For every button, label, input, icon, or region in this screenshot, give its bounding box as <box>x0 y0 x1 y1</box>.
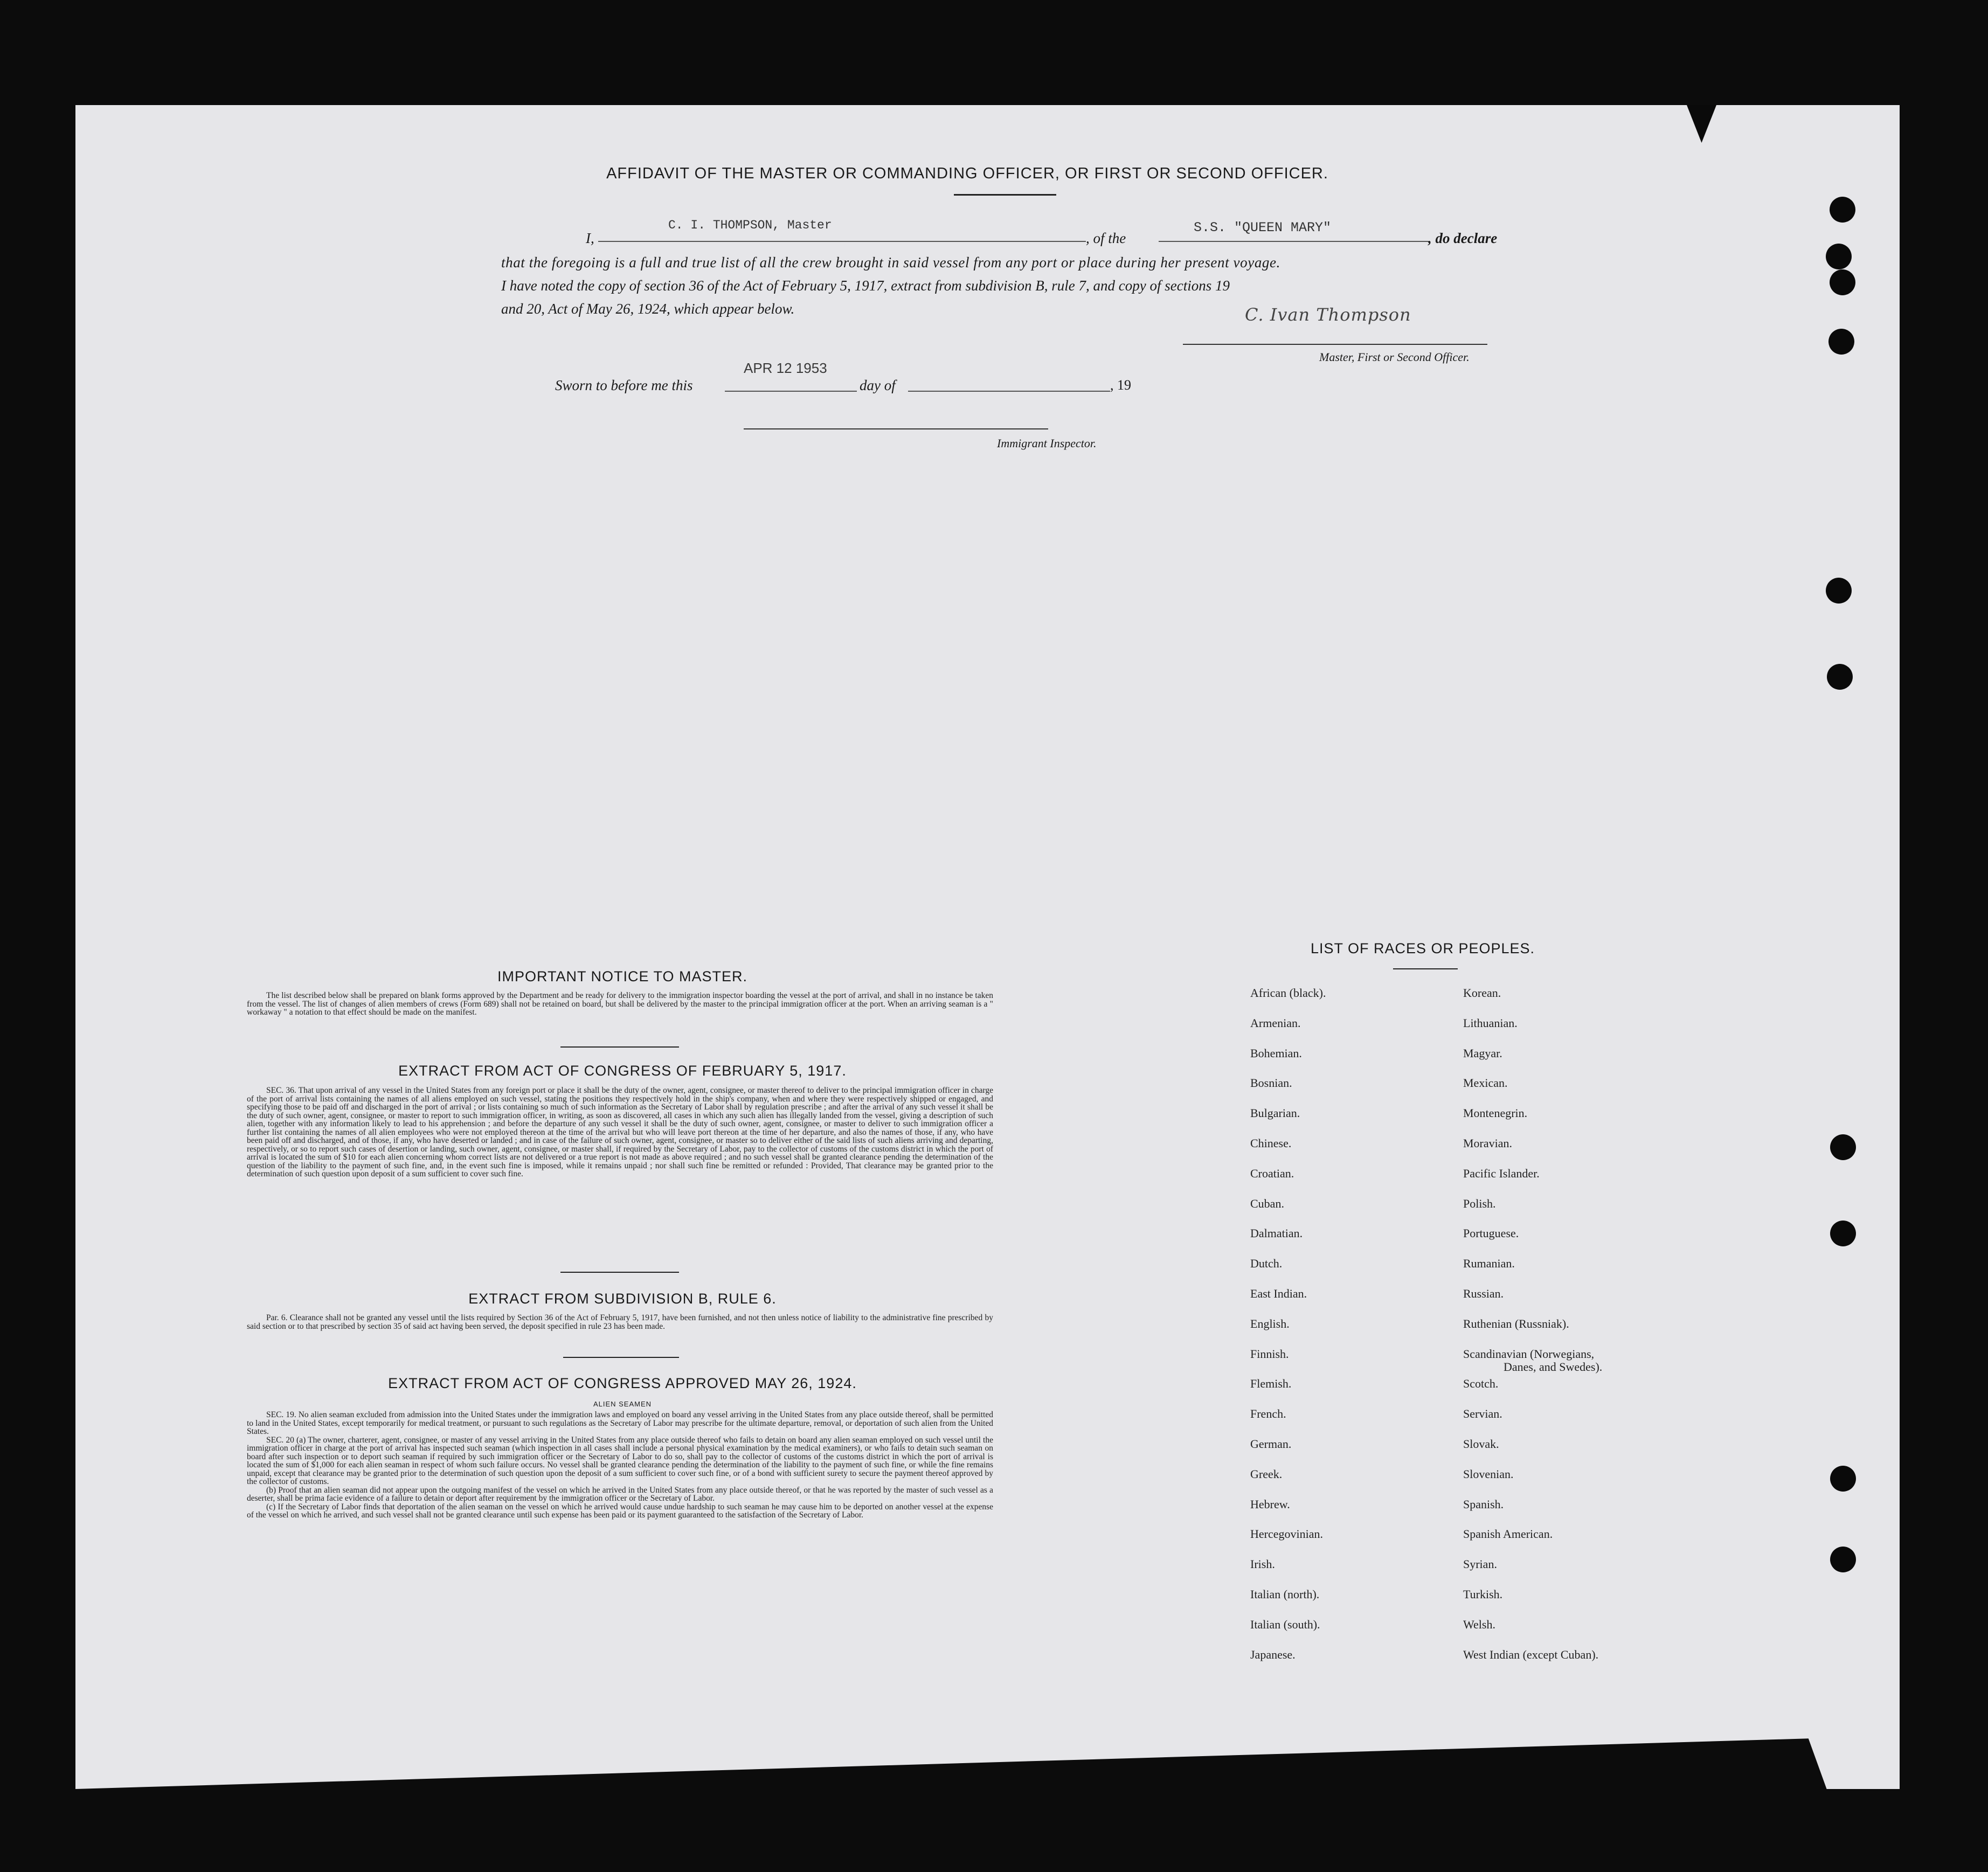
race-item: Italian (south). <box>1250 1617 1320 1631</box>
punch-hole <box>1830 269 1855 295</box>
race-item: Hebrew. <box>1250 1497 1290 1511</box>
sec-20c-paragraph: (c) If the Secretary of Labor finds that deportation of the alien seaman on the vessel on which he arrived would cause undue hardship to such seaman he may cause him to be deported on another vessel at the expense of the vessel on which he arrived, and such vessel shall not be granted clearance until such expense has been paid or its payment guaranteed to the satisfaction of the Secretary of Labor. <box>247 1502 993 1520</box>
signature-caption: Master, First or Second Officer. <box>1319 350 1470 364</box>
race-item: French. <box>1250 1407 1286 1421</box>
rule6-title: EXTRACT FROM SUBDIVISION B, RULE 6. <box>468 1291 777 1307</box>
title-divider <box>954 194 1056 196</box>
race-item: Dutch. <box>1250 1257 1283 1271</box>
race-item: Welsh. <box>1463 1617 1495 1631</box>
race-item: Korean. <box>1463 986 1501 1000</box>
punch-hole <box>1830 1547 1856 1572</box>
extract-1924-title: EXTRACT FROM ACT OF CONGRESS APPROVED MAY 26, 1924. <box>388 1375 857 1391</box>
race-item: Spanish American. <box>1463 1527 1553 1541</box>
extract-1917-paragraph: SEC. 36. That upon arrival of any vessel in the United States from any foreign port or place it shall be the duty of the owner, agent, consignee, or master thereof to deliver to the principal immigration officer in charge of the port of arrival lists containing the names of all aliens employed on such vessel, stating the positions they respectively hold in the ship's company, when and where they were respectively shipped or engaged, and specifying those to be paid off and discharged in the port of arrival ; or lists containing so much of such information as the Secretary of Labor shall by regulation prescribe ; and after the arrival of any such vessel it shall be the duty of such owner, agent, consignee, or master to report to such immigration officer, in writing, as soon as discovered, all cases in which any such alien has illegally landed from the vessel, giving a description of such alien, together with any information likely to lead to his apprehension ; and before the departure of any such vessel it shall be the duty of such owner, agent, consignee, or master to deliver to such immigration officer a further list containing the names of all alien employees who were not employed thereon at the time of the arrival but who will leave port thereon at the time of her departure, and also the names of those, if any, who have been paid off and discharged, and of those, if any, who have deserted or landed ; and in case of the failure of such owner, agent, consignee, or master so to deliver either of the said lists of such aliens arriving and departing, respectively, or so to report such cases of desertion or landing, such owner, agent, consignee, or master shall, if required by the Secretary of Labor, pay to the collector of customs of the customs district in which the port of arrival is located the sum of $10 for each alien concerning whom correct lists are not delivered or a true report is not made as above required ; and no such vessel shall be granted clearance pending the determination of the question of the liability to the payment of such fine, and, in the event such fine is imposed, while it remains unpaid ; nor shall such fine be remitted or refunded : Provided, That clearance may be granted prior to the determination of such question upon deposit of a sum sufficient to cover such fine. <box>247 1086 993 1178</box>
race-item: Hercegovinian. <box>1250 1527 1323 1541</box>
race-item: Turkish. <box>1463 1587 1503 1601</box>
race-item: African (black). <box>1250 986 1326 1000</box>
race-item: Moravian. <box>1463 1136 1513 1150</box>
race-item: Dalmatian. <box>1250 1226 1303 1240</box>
race-item: Spanish. <box>1463 1497 1504 1511</box>
race-item: Portuguese. <box>1463 1226 1519 1240</box>
race-item: Bulgarian. <box>1250 1106 1300 1120</box>
race-item: German. <box>1250 1437 1292 1451</box>
day-of-label: day of <box>860 377 896 393</box>
extract-1917-divider <box>560 1272 679 1273</box>
race-item: Mexican. <box>1463 1076 1508 1090</box>
race-item: Flemish. <box>1250 1377 1292 1391</box>
race-item: Slovenian. <box>1463 1467 1514 1481</box>
extract-1917-text <box>247 1086 993 1178</box>
race-item: Polish. <box>1463 1196 1496 1210</box>
i-label: I, <box>586 230 594 246</box>
race-item: Scotch. <box>1463 1377 1499 1391</box>
race-item: Bohemian. <box>1250 1046 1302 1060</box>
inspector-caption: Immigrant Inspector. <box>997 436 1097 450</box>
punch-hole <box>1826 578 1852 604</box>
year-label: , 19 <box>1110 377 1131 393</box>
declaration-line-2: I have noted the copy of section 36 of the Act of February 5, 1917, extract from subdivision B, rule 7, and copy of sections 19 <box>501 278 1230 294</box>
race-item: Armenian. <box>1250 1016 1301 1030</box>
alien-seamen-subtitle: ALIEN SEAMEN <box>593 1400 652 1408</box>
race-item: Russian. <box>1463 1287 1504 1300</box>
punch-hole <box>1830 197 1855 223</box>
race-item: Italian (north). <box>1250 1587 1320 1601</box>
document-page <box>75 105 1900 1789</box>
sworn-label: Sworn to before me this <box>555 377 693 393</box>
declaration-line-3: and 20, Act of May 26, 1924, which appear below. <box>501 301 795 317</box>
races-divider <box>1393 968 1458 969</box>
affidavit-title: AFFIDAVIT OF THE MASTER OR COMMANDING OFFICER, OR FIRST OR SECOND OFFICER. <box>606 165 1328 182</box>
race-item: English. <box>1250 1316 1290 1330</box>
sec-20b-paragraph: (b) Proof that an alien seaman did not appear upon the outgoing manifest of the vessel on which he arrived in the United States from any place outside thereof, or that he was reported by the master of such vessel as a deserter, shall be prima facie evidence of a failure to detain or deport after requirement by the immigration officer or the Secretary of Labor. <box>247 1485 993 1503</box>
extract-1924-text <box>247 1411 993 1520</box>
signature-line <box>1183 344 1487 345</box>
punch-hole <box>1830 1466 1856 1492</box>
race-item: Pacific Islander. <box>1463 1166 1540 1180</box>
punch-hole <box>1830 1221 1856 1246</box>
races-title: LIST OF RACES OR PEOPLES. <box>1310 940 1535 956</box>
punch-hole <box>1827 664 1853 690</box>
sec-19-paragraph: SEC. 19. No alien seaman excluded from admission into the United States under the immigration laws and employed on board any vessel arriving in the United States from any place outside thereof, shall be permitted to land in the United States, except temporarily for medical treatment, or pursuant to such regulations as the Secretary of Labor may prescribe for the ultimate departure, removal, or deportation of such alien from the United States. <box>247 1410 993 1436</box>
punch-hole <box>1826 244 1852 269</box>
vessel-name-line <box>1159 241 1428 242</box>
race-item: Irish. <box>1250 1557 1275 1571</box>
race-item: Magyar. <box>1463 1046 1502 1060</box>
race-item: Ruthenian (Russniak). <box>1463 1316 1569 1330</box>
race-item: West Indian (except Cuban). <box>1463 1647 1599 1661</box>
race-item: Chinese. <box>1250 1136 1292 1150</box>
race-item: Croatian. <box>1250 1166 1294 1180</box>
race-item: Greek. <box>1250 1467 1283 1481</box>
race-item: Bosnian. <box>1250 1076 1292 1090</box>
master-signature: C. Ivan Thompson <box>1245 304 1411 325</box>
race-item: Finnish. <box>1250 1347 1289 1361</box>
race-item: Danes, and Swedes). <box>1504 1360 1603 1374</box>
race-item: Rumanian. <box>1463 1257 1515 1271</box>
notice-paragraph: The list described below shall be prepared on blank forms approved by the Department and be ready for delivery to the immigration inspector boarding the vessel at the port of arrival, and shall in no instance be taken from the vessel. The list of changes of alien members of crews (Form 689) shall not be retained on board, but shall be delivered by the master to the principal immigration officer at the port. When an arriving seaman is a " workaway " a notation to that effect should be made on the manifest. <box>247 991 993 1017</box>
notice-title: IMPORTANT NOTICE TO MASTER. <box>497 968 748 984</box>
race-item: Syrian. <box>1463 1557 1497 1571</box>
sworn-month-line <box>908 391 1110 392</box>
race-item: Japanese. <box>1250 1647 1296 1661</box>
rule6-paragraph: Par. 6. Clearance shall not be granted any vessel until the lists required by Section 36 of the Act of February 5, 1917, have been furnished, and not then unless notice of liability to the administrative fine prescribed by said section or to that prescribed by section 35 of said act having been served, the deposit specified in rule 23 has been made. <box>247 1313 993 1331</box>
extract-1917-title: EXTRACT FROM ACT OF CONGRESS OF FEBRUARY 5, 1917. <box>398 1063 847 1079</box>
race-item: Montenegrin. <box>1463 1106 1528 1120</box>
declaration-line-1: that the foregoing is a full and true list of all the crew brought in said vessel from any port or place during her present voyage. <box>501 254 1280 271</box>
race-item: Scandinavian (Norwegians, <box>1463 1347 1595 1361</box>
date-stamp: APR 12 1953 <box>744 360 827 376</box>
vessel-name: S.S. "QUEEN MARY" <box>1194 220 1332 235</box>
notice-text <box>247 992 993 1017</box>
race-item: Servian. <box>1463 1407 1502 1421</box>
punch-hole <box>1830 1134 1856 1160</box>
master-name: C. I. THOMPSON, Master <box>668 218 832 232</box>
race-item: Lithuanian. <box>1463 1016 1518 1030</box>
rule6-divider <box>563 1357 679 1358</box>
rule6-text <box>247 1314 993 1330</box>
race-item: Slovak. <box>1463 1437 1499 1451</box>
race-item: East Indian. <box>1250 1287 1307 1300</box>
do-declare-label: , do declare <box>1428 230 1498 246</box>
of-the-label: , of the <box>1086 230 1126 246</box>
notice-divider <box>560 1046 679 1048</box>
sworn-day-line <box>725 391 857 392</box>
punch-hole <box>1828 329 1854 355</box>
race-item: Cuban. <box>1250 1196 1284 1210</box>
inspector-line <box>744 428 1048 429</box>
master-name-line <box>598 241 1086 242</box>
sec-20a-paragraph: SEC. 20 (a) The owner, charterer, agent, consignee, or master of any vessel arriving in the United States from any place outside thereof who fails to detain on board any alien seaman employed on such vessel until the immigration officer in charge at the port of arrival has inspected such seaman (which inspection in all cases shall include a personal physical examination by the medical examiners), or who fails to detain such seaman on board after such inspection or to deport such seaman if required by such immigration officer or the Secretary of Labor to do so, shall pay to the collector of customs of the customs district in which the port of arrival is located the sum of $1,000 for each alien seaman in respect of whom such failure occurs. No vessel shall be granted clearance pending the determination of the liability to the payment of such fine, or while the fine remains unpaid, except that clearance may be granted prior to the determination of such question upon the deposit of a sum sufficient to cover such fine, or of a bond with sufficient surety to secure the payment thereof approved by the collector of customs. <box>247 1435 993 1486</box>
